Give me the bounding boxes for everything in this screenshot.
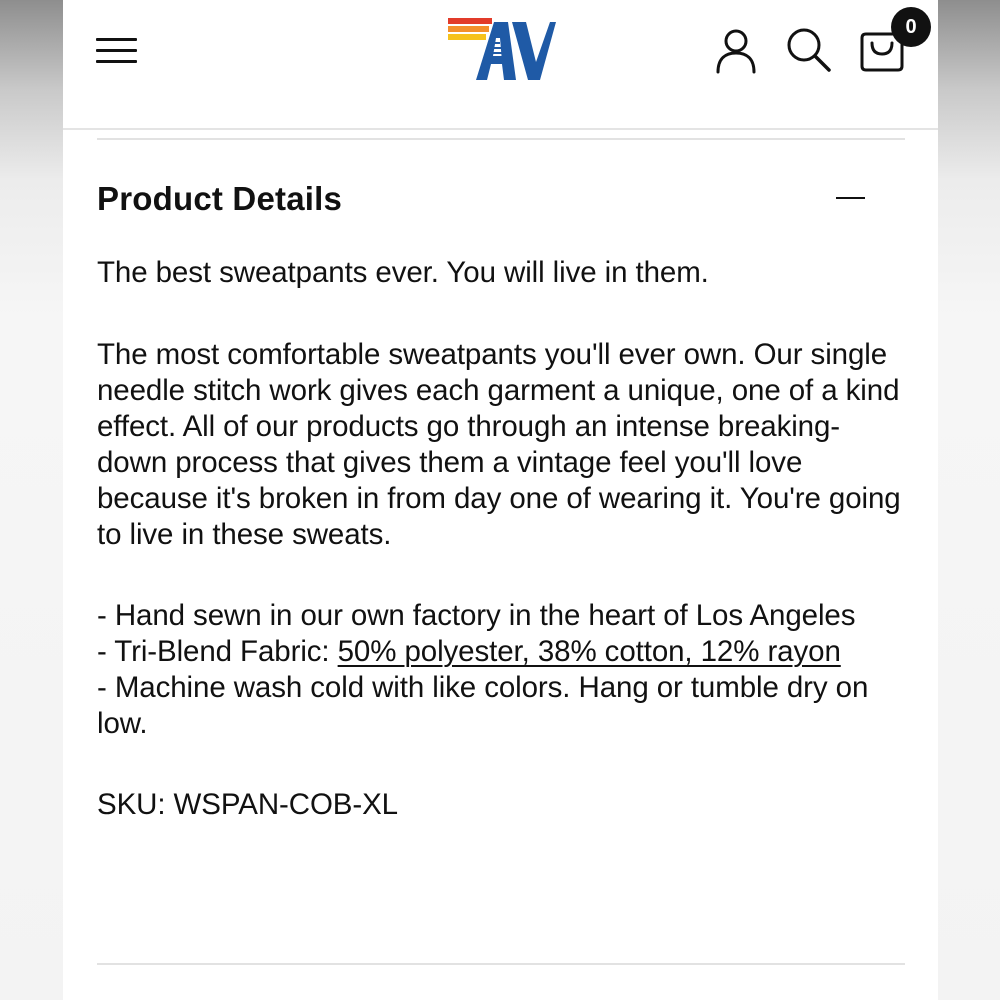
search-button[interactable] — [785, 26, 833, 74]
product-details-content — [97, 255, 907, 823]
site-header — [63, 0, 938, 130]
bullet-hand-sewn: - Hand sewn in our own factory in the heart of Los Angeles — [97, 599, 856, 632]
account-icon — [713, 26, 759, 74]
bullet-fabric — [97, 634, 907, 670]
bullet-care: - Machine wash cold with like colors. Hang or tumble dry on low. — [97, 671, 869, 740]
section-divider — [97, 138, 905, 140]
product-details-title: Product Details — [97, 180, 343, 217]
product-page — [63, 0, 938, 1000]
brand-logo[interactable] — [446, 18, 556, 82]
product-description: The most comfortable sweatpants you'll ever own. Our single needle stitch work gives each garment a unique, one of a kind effect. All of our products go through an intense breaking-down process that gives them a vintage feel you'll love because it's broken in from day one of wearing it. You're going to live in these sweats. — [97, 338, 901, 551]
collapse-toggle[interactable] — [835, 184, 867, 212]
section-divider-bottom — [97, 963, 905, 965]
fabric-composition-link[interactable]: 50% polyester, 38% cotton, 12% rayon — [337, 635, 841, 668]
account-button[interactable] — [713, 26, 759, 74]
product-sku: SKU: WSPAN-COB-XL — [97, 788, 398, 821]
product-tagline: The best sweatpants ever. You will live in them. — [97, 256, 709, 289]
search-icon — [785, 26, 833, 74]
brand-logo-icon — [446, 18, 556, 82]
menu-button[interactable] — [96, 36, 138, 64]
cart-count-badge: 0 — [891, 7, 931, 47]
fabric-label: - Tri-Blend Fabric: — [97, 635, 338, 668]
